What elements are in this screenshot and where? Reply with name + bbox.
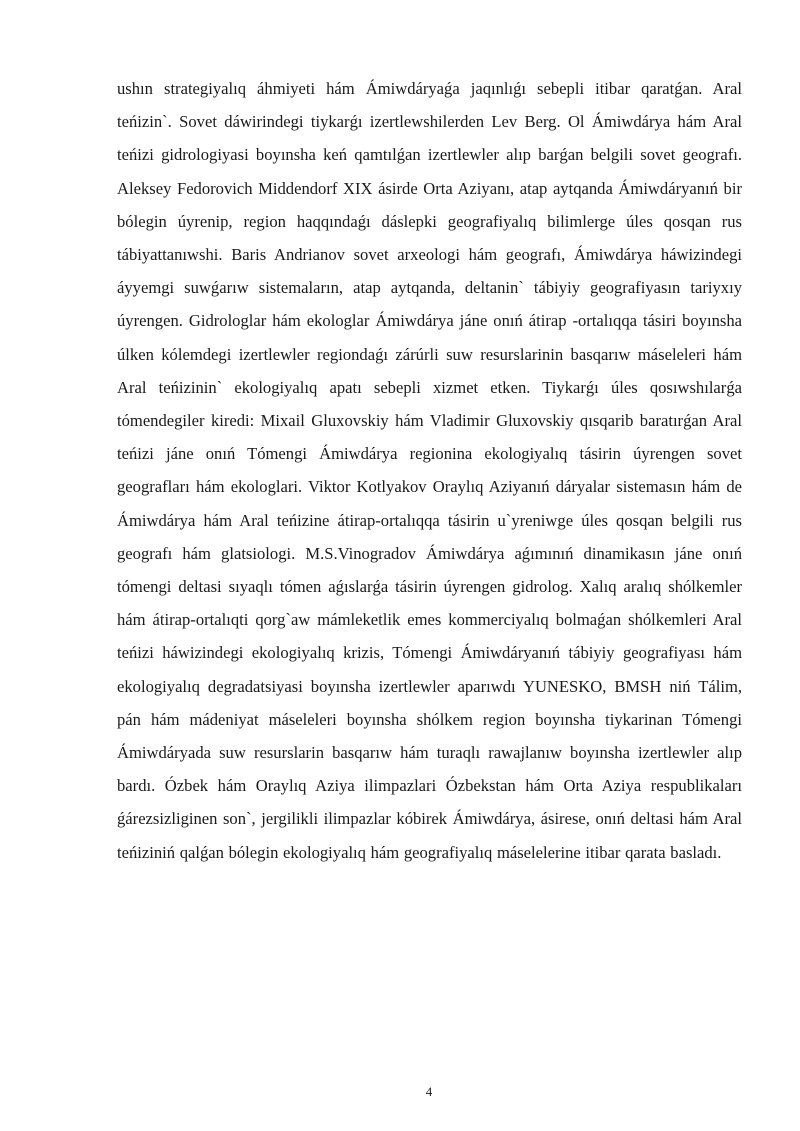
page-number: 4	[425, 1084, 433, 1099]
body-paragraph: ushın strategiyalıq áhmiyeti hám Ámiwdáryaǵa jaqınlıǵı sebepli itibar qaratǵan. Aral teńizin`. Sovet dáwirindegi tiykarǵı izertlewshilerden Lev Berg. Ol Ámiwdárya hám Aral teńizi gidrologiyasi boyınsha keń qamtılǵan izertlewler alıp barǵan belgili sovet geografı. Aleksey Fedorovich Middendorf XIX ásirde Orta Aziyanı, atap aytqanda Ámiwdáryanıń bir bólegin úyrenip, region haqqındaǵı dáslepki geografiyalıq bilimlerge úles qosqan rus tábiyattanıwshi. Baris Andrianov sovet arxeologi hám geografı, Ámiwdárya háwizindegi áyyemgi suwǵarıw sistemaların, atap aytqanda, deltanin` tábiyiy geografiyasın tariyxıy úyrengen. Gidrologlar hám ekologlar Ámiwdárya jáne onıń átirap -ortalıqqa tásiri boyınsha úlken kólemdegi izertlewler regiondaǵı zárúrli suw resurslarinin basqarıw máseleleri hám Aral teńizinin` ekologiyalıq apatı sebepli xizmet etken. Tiykarǵı úles qosıwshılarǵa tómendegiler kiredi: Mixail Gluxovskiy hám Vladimir Gluxovskiy qısqarib baratırǵan Aral teńizi jáne onıń Tómengi Ámiwdárya regionina ekologiyalıq tásirin úyrengen sovet geografları hám ekologlari. Viktor Kotlyakov Oraylıq Aziyanıń dáryalar sistemasın hám de Ámiwdárya hám Aral teńizine átirap-ortalıqqa tásirin u`yreniwge úles qosqan belgili rus geografı hám glatsiologi. M.S.Vinogradov Ámiwdárya aǵımınıń dinamikasın jáne onıń tómengi deltasi sıyaqlı tómen aǵıslarǵa tásirin úyrengen gidrolog. Xalıq aralıq shólkemler hám átirap-ortalıqti qorg`aw mámleketlik emes kommerciyalıq bolmaǵan shólkemleri Aral teńizi háwizindegi ekologiyalıq krizis, Tómengi Ámiwdáryanıń tábiyiy geografiyası hám ekologiyalıq degradatsiyasi boyınsha izertlewler aparıwdı YUNESKO, BMSH niń Tálim, pán hám mádeniyat máseleleri boyınsha shólkem region boyınsha tiykarinan Tómengi Ámiwdáryada suw resurslarin basqarıw hám turaqlı rawajlanıw boyınsha izertlewler alıp bardı. Ózbek hám Oraylıq Aziya ilimpazlari Ózbekstan hám Orta Aziya respublikaları ǵárezsizliginen son`, jergilikli ilimpazlar kóbirek Ámiwdárya, ásirese, onıń deltasi hám Aral teńiziniń qalǵan bólegin ekologiyalıq hám geografiyalıq máselelerine itibar qarata basladı.	[117, 79, 742, 862]
